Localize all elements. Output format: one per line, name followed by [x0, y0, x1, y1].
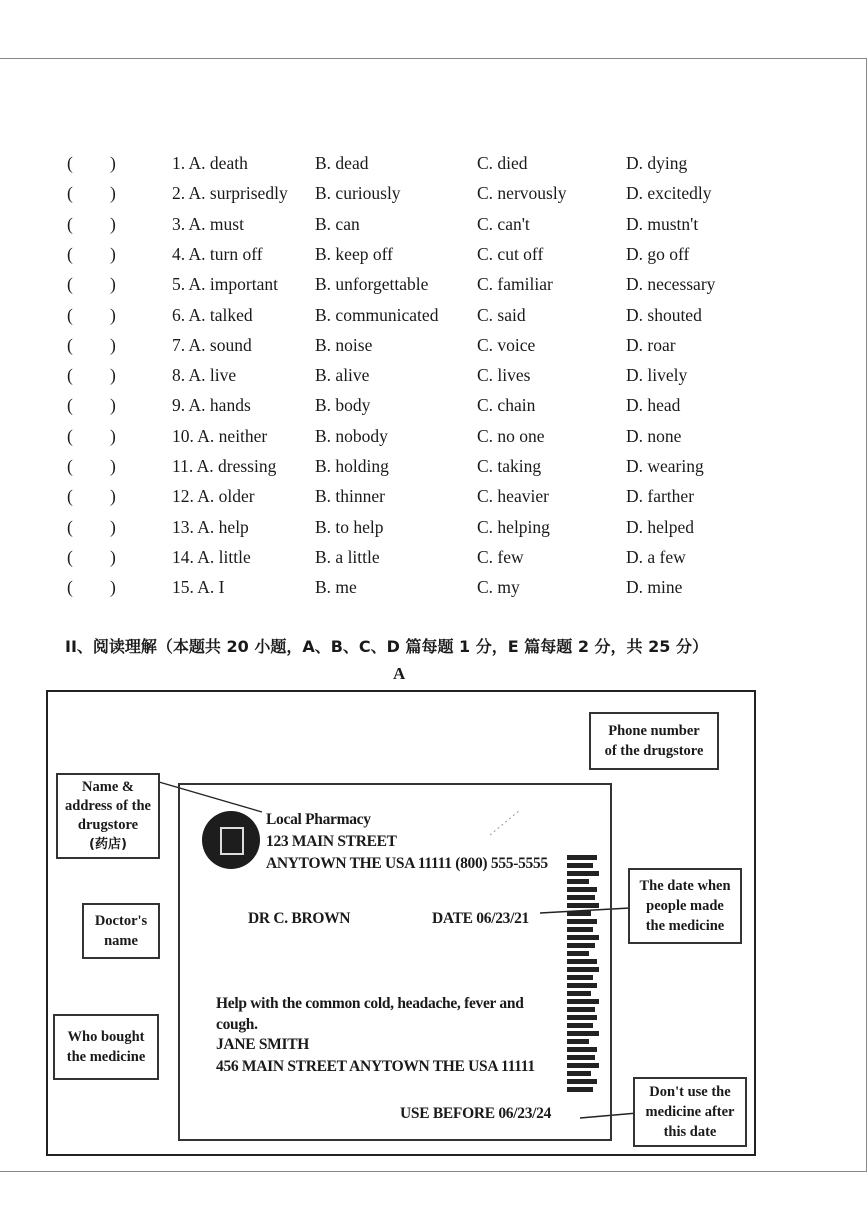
option-c: C. no one [477, 425, 545, 446]
pharmacy-seal-icon [202, 811, 260, 869]
purpose-line1: Help with the common cold, headache, fever and [216, 995, 524, 1012]
option-d: D. dying [626, 153, 688, 173]
answer-paren-open: ( [67, 395, 73, 416]
option-d: D. necessary [626, 274, 716, 295]
label-doctor [82, 903, 160, 959]
label-use-before-line3: this date [663, 1124, 717, 1140]
option-a: 3. A. must [172, 213, 244, 234]
answer-paren-close: ) [110, 365, 116, 386]
option-c: C. few [477, 546, 524, 567]
option-a: 2. A. surprisedly [172, 183, 288, 204]
label-drugstore-line2: address of the [65, 798, 151, 814]
answer-paren-open: ( [67, 153, 73, 173]
answer-paren-open: ( [67, 183, 73, 204]
use-before-date: USE BEFORE 06/23/24 [400, 1105, 552, 1122]
section-title: II、阅读理解（本题共 20 小题，A、B、C、D 篇每题 1 分，E 篇每题 2 分，共 25 分） [65, 637, 708, 656]
answer-paren-close: ) [110, 425, 116, 446]
answer-paren-close: ) [110, 456, 116, 476]
option-c: C. familiar [477, 274, 553, 295]
option-c: C. taking [477, 456, 542, 476]
patient-address: 456 MAIN STREET ANYTOWN THE USA 11111 [216, 1058, 535, 1075]
answer-paren-close: ) [110, 334, 116, 355]
option-a: 8. A. live [172, 365, 237, 386]
option-b: B. dead [315, 153, 369, 173]
option-b: B. nobody [315, 425, 388, 446]
pharmacy-city-phone: ANYTOWN THE USA 11111 (800) 555-5555 [266, 855, 548, 872]
option-a: 11. A. dressing [172, 456, 277, 476]
barcode-icon [567, 855, 599, 1103]
answer-paren-close: ) [110, 395, 116, 416]
pharmacy-street: 123 MAIN STREET [266, 833, 397, 850]
answer-paren-close: ) [110, 183, 116, 204]
option-b: B. keep off [315, 243, 393, 264]
option-d: D. mine [626, 577, 683, 598]
label-buyer [53, 1014, 159, 1080]
label-doctor-line1: Doctor's [94, 913, 148, 929]
answer-paren-open: ( [67, 334, 73, 355]
option-b: B. alive [315, 365, 370, 386]
passage-label: A [393, 664, 406, 683]
label-drugstore-line4: (药店) [89, 837, 127, 852]
option-a: 14. A. little [172, 546, 251, 567]
option-a: 15. A. I [172, 577, 225, 598]
answer-paren-close: ) [110, 274, 116, 295]
option-b: B. curiously [315, 183, 401, 204]
answer-paren-close: ) [110, 486, 116, 507]
option-b: B. to help [315, 516, 384, 537]
answer-paren-close: ) [110, 577, 116, 598]
option-c: C. my [477, 577, 520, 598]
option-a: 9. A. hands [172, 395, 251, 416]
label-buyer-line1: Who bought [67, 1029, 145, 1045]
label-phone-number [589, 712, 719, 770]
option-a: 10. A. neither [172, 425, 268, 446]
option-a: 6. A. talked [172, 304, 253, 325]
answer-paren-open: ( [67, 243, 73, 264]
option-a: 1. A. death [172, 153, 248, 173]
option-c: C. can't [477, 213, 530, 234]
label-phone-line1: Phone number [608, 723, 700, 739]
option-c: C. died [477, 153, 528, 173]
option-b: B. a little [315, 546, 380, 567]
label-buyer-line2: the medicine [66, 1049, 146, 1065]
option-d: D. lively [626, 365, 688, 386]
option-c: C. said [477, 304, 526, 325]
label-phone-line2: of the drugstore [604, 743, 704, 759]
answer-paren-open: ( [67, 213, 73, 234]
option-c: C. nervously [477, 183, 567, 204]
option-b: B. unforgettable [315, 274, 429, 295]
option-b: B. noise [315, 334, 373, 355]
answer-paren-open: ( [67, 304, 73, 325]
label-use-before [633, 1077, 747, 1147]
answer-paren-close: ) [110, 546, 116, 567]
purpose-line2: cough. [216, 1016, 258, 1033]
option-c: C. voice [477, 334, 536, 355]
doctor-name: DR C. BROWN [248, 910, 351, 927]
answer-paren-open: ( [67, 456, 73, 476]
option-d: D. none [626, 425, 682, 446]
option-a: 5. A. important [172, 274, 278, 295]
answer-paren-open: ( [67, 425, 73, 446]
option-d: D. mustn't [626, 213, 699, 234]
answer-paren-open: ( [67, 516, 73, 537]
option-c: C. chain [477, 395, 536, 416]
answer-paren-close: ) [110, 304, 116, 325]
option-d: D. go off [626, 243, 690, 264]
option-b: B. holding [315, 456, 389, 476]
option-d: D. head [626, 395, 681, 416]
option-d: D. roar [626, 334, 676, 355]
label-use-before-line2: medicine after [645, 1104, 735, 1120]
option-d: D. farther [626, 486, 695, 507]
option-d: D. excitedly [626, 183, 712, 204]
label-doctor-line2: name [104, 933, 138, 949]
answer-paren-close: ) [110, 243, 116, 264]
option-d: D. helped [626, 516, 695, 537]
answer-paren-open: ( [67, 577, 73, 598]
label-use-before-line1: Don't use the [649, 1084, 731, 1100]
label-date-made [628, 868, 742, 944]
label-drugstore-line3: drugstore [77, 817, 139, 833]
label-date-made-line2: people made [646, 898, 724, 914]
option-a: 12. A. older [172, 486, 255, 507]
option-d: D. shouted [626, 304, 702, 325]
option-d: D. a few [626, 546, 686, 567]
option-c: C. heavier [477, 486, 549, 507]
option-b: B. body [315, 395, 371, 416]
answer-paren-close: ) [110, 153, 116, 173]
answer-paren-close: ) [110, 516, 116, 537]
answer-paren-open: ( [67, 274, 73, 295]
option-b: B. can [315, 213, 360, 234]
label-drugstore [56, 773, 160, 859]
label-drugstore-line1: Name & [82, 779, 134, 795]
label-date-made-line1: The date when [639, 878, 731, 894]
answer-paren-close: ) [110, 213, 116, 234]
option-b: B. me [315, 577, 357, 598]
answer-paren-open: ( [67, 546, 73, 567]
option-d: D. wearing [626, 456, 704, 476]
pharmacy-name: Local Pharmacy [266, 811, 371, 828]
option-a: 4. A. turn off [172, 243, 263, 264]
answer-paren-open: ( [67, 486, 73, 507]
option-a: 13. A. help [172, 516, 249, 537]
option-b: B. thinner [315, 486, 385, 507]
made-date: DATE 06/23/21 [432, 910, 530, 927]
patient-name: JANE SMITH [216, 1036, 310, 1053]
answer-paren-open: ( [67, 365, 73, 386]
option-b: B. communicated [315, 304, 439, 325]
option-c: C. helping [477, 516, 550, 537]
option-c: C. cut off [477, 243, 544, 264]
option-c: C. lives [477, 365, 531, 386]
option-a: 7. A. sound [172, 334, 252, 355]
label-date-made-line3: the medicine [645, 918, 725, 934]
